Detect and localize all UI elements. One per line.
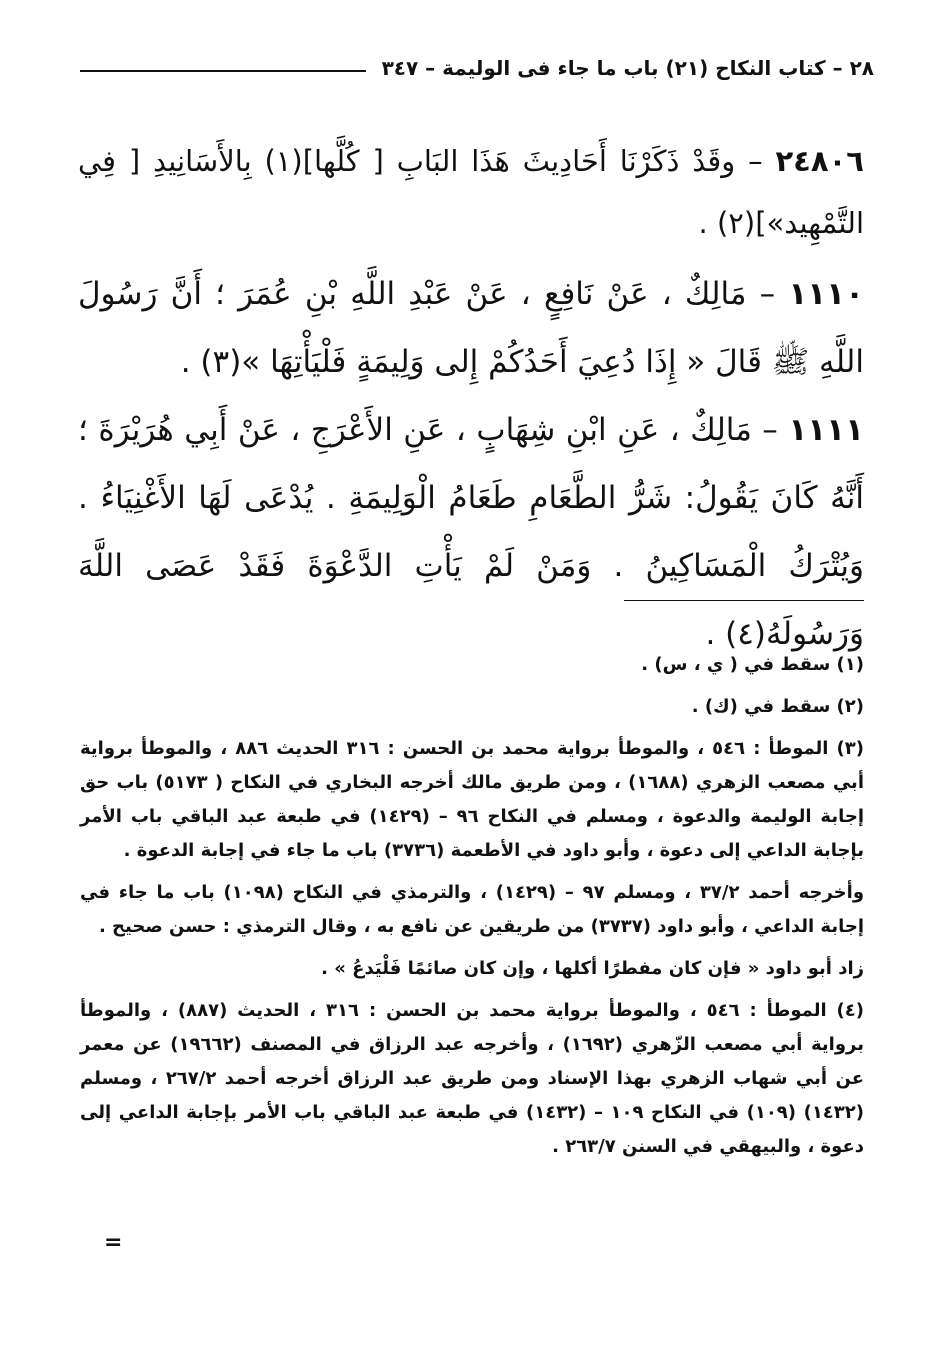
paragraph-text: – وقَدْ ذَكَرْنَا أَحَادِيثَ هَذَا البَابِ [ كُلَّها](١) بِالأَسَانِيدِ [ فِي التَّمْهِيد»](٢) . [78,144,864,240]
continuation-mark: = [104,1230,123,1255]
footnote-4: (٤) الموطأ : ٥٤٦ ، والموطأ برواية محمد بن الحسن : ٣١٦ ، الحديث (٨٨٧) ، والموطأ برواية أبي مصعب الزّهري (١٦٩٢) ، وأخرجه عبد الرزاق في المصنف (١٩٦٦٢) عن معمر عن أبي شهاب الزهري بهذا الإسناد ومن طريق عبد الرزاق أخرجه أحمد ٢٦٧/٢ ، ومسلم (١٤٣٢) (١٠٩) في النكاح ١٠٩ – (١٤٣٢) في طبعة عبد الباقي باب الأمر بإجابة الداعي إلى دعوة ، والبيهقي في السنن ٢٦٣/٧ . [80,1000,865,1157]
header-title: ٢٨ – كتاب النكاح (٢١) باب ما جاء فى الوليمة – ٣٤٧ [381,56,874,80]
footnote-3-continued: وأخرجه أحمد ٣٧/٢ ، ومسلم ٩٧ – (١٤٢٩) ، والترمذي في النكاح (١٠٩٨) باب ما جاء في إجابة الداعي ، وأبو داود (٣٧٣٧) من طريقين عن نافع به ، وقال الترمذي : حسن صحيح . [80,882,865,937]
hadith-text: – مَالِكٌ ، عَنْ نَافِعٍ ، عَنْ عَبْدِ اللَّهِ بْنِ عُمَرَ ؛ أَنَّ رَسُولَ اللَّهِ ﷺ قَالَ « إِذَا دُعِيَ أَحَدُكُمْ إِلى وَلِيمَةٍ فَلْيَأْتِهَا »(٣) . [78,276,864,380]
hadith-text: – مَالِكٌ ، عَنِ ابْنِ شِهَابٍ ، عَنِ الأَعْرَجِ ، عَنْ أَبِي هُرَيْرَةَ ؛ أَنَّهُ كَانَ يَقُولُ: شَرُّ الطَّعَامِ طَعَامُ الْوَلِيمَةِ . يُدْعَى لَهَا الأَغْنِيَاءُ . وَيُتْرَكُ الْمَسَاكِينُ . وَمَنْ لَمْ يَأْتِ الدَّعْوَةَ فَقَدْ عَصَى اللَّهَ وَرَسُولَهُ(٤) . [78,412,864,652]
footnotes [80,648,864,1172]
paragraph-24806 [78,130,864,254]
hadith-number: ١١١١ [788,412,864,448]
footnote-1: (١) سقط في ( ي ، س) . [641,654,864,675]
hadith-1110 [78,260,864,396]
footnote-3: (٣) الموطأ : ٥٤٦ ، والموطأ برواية محمد بن الحسن : ٣١٦ الحديث ٨٨٦ ، والموطأ برواية أبي مصعب الزهري (١٦٨٨) ، ومن طريق مالك أخرجه البخاري في النكاح ( ٥١٧٣) باب حق إجابة الوليمة والدعوة ، ومسلم في النكاح ٩٦ – (١٤٢٩) في طبعة عبد الباقي باب الأمر بإجابة الداعي إلى دعوة ، وأبو داود في الأطعمة (٣٧٣٦) باب ما جاء في إجابة الدعوة . [80,738,865,861]
hadith-1111 [78,396,864,668]
header-rule [80,70,366,72]
main-text [78,130,864,668]
paragraph-number: ٢٤٨٠٦ [775,144,864,178]
footnote-3-addition: زاد أبو داود « فإن كان مفطرًا أكلها ، وإن كان صائمًا فَلْيَدعُ » . [321,958,864,979]
hadith-number: ١١١٠ [788,276,864,312]
footnote-2: (٢) سقط في (ك) . [691,696,864,717]
running-header [80,48,874,88]
footnote-separator [624,600,864,601]
